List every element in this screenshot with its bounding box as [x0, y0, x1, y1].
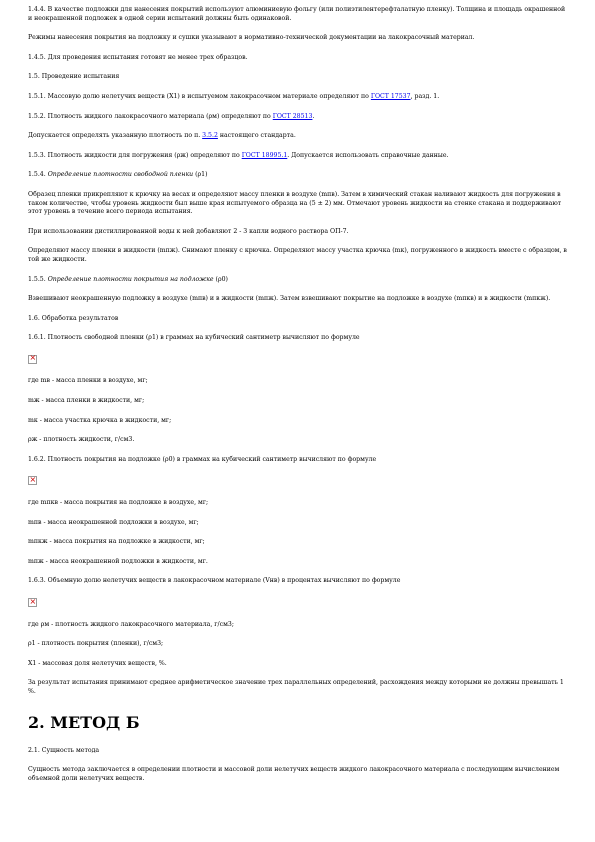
paragraph: Режимы нанесения покрытия на подложку и сушки указывают в нормативно-технической документации на лакокрасочный материал. — [28, 34, 475, 42]
method-b-heading: 2. МЕТОД Б — [28, 712, 140, 732]
clause-3-5-2-link[interactable]: 3.5.2 — [202, 132, 218, 140]
paragraph: Определяют массу пленки в жидкости (mпж). Снимают пленку с крючка. Определяют массу участка крючка (mк), погруженного в жидкость вместе с образцом, в той же жидкости. — [28, 247, 567, 263]
text: (ρ1) — [193, 171, 208, 179]
broken-image-icon — [28, 476, 37, 485]
paragraph: mж - масса пленки в жидкости, мг; — [28, 397, 145, 405]
gost-28513-link[interactable]: ГОСТ 28513 — [272, 112, 313, 120]
paragraph — [28, 171, 570, 180]
paragraph: 1.6.2. Плотность покрытия на подложке (ρ0) в граммах на кубический сантиметр вычисляют по формуле — [28, 455, 377, 463]
paragraph: При использовании дистиллированной воды к ней добавляют 2 - 3 капли водного раствора ОП-7. — [28, 227, 349, 235]
paragraph — [28, 132, 570, 141]
text: . Допускается использовать справочные данные. — [287, 151, 449, 159]
text: Допускается определять указанную плотность по п. — [28, 132, 203, 140]
paragraph: где mв - масса пленки в воздухе, мг; — [28, 377, 148, 385]
paragraph — [28, 113, 570, 122]
section-heading: 2.1. Сущность метода — [28, 746, 100, 754]
paragraph: mпкж - масса покрытия на подложке в жидкости, мг; — [28, 538, 205, 546]
text: 1.5.2. Плотность жидкого лакокрасочного материала (ρм) определяют по — [28, 112, 273, 120]
paragraph — [28, 93, 570, 102]
paragraph: mпж - масса неокрашенной подложки в жидкости, мг. — [28, 557, 208, 565]
section-heading: 1.5. Проведение испытания — [28, 73, 120, 81]
text: . — [312, 112, 315, 120]
formula-image-placeholder — [28, 597, 570, 621]
paragraph: mк - масса участка крючка в жидкости, мг; — [28, 416, 172, 424]
paragraph: 1.4.4. В качестве подложки для нанесения покрытий используют алюминиевую фольгу (или полиэтилентерефталатную пленку). Толщина и площадь окрашенной и неокрашенной подложек в одной серии испытаний должны быть одинаковой. — [28, 6, 566, 22]
italic-text: Определение плотности покрытия на подложке — [47, 275, 214, 283]
text: настоящего стандарта. — [217, 132, 296, 140]
section-heading: 1.6. Обработка результатов — [28, 314, 119, 322]
broken-image-icon — [28, 355, 37, 364]
formula-image-placeholder — [28, 475, 570, 499]
text: 1.5.5. — [28, 275, 48, 283]
formula-image-placeholder — [28, 354, 570, 378]
text: 1.5.4. — [28, 171, 48, 179]
gost-17537-link[interactable]: ГОСТ 17537 — [370, 92, 411, 100]
text: 1.5.3. Плотность жидкости для погружения (ρж) определяют по — [28, 151, 242, 159]
paragraph: За результат испытания принимают среднее арифметическое значение трех параллельных определений, расхождения между которыми не должны превышать 1 %. — [28, 679, 564, 695]
paragraph — [28, 152, 570, 161]
paragraph: Взвешивают неокрашенную подложку в воздухе (mпв) и в жидкости (mпж). Затем взвешивают покрытие на подложке в воздухе (mпкв) и в жидкости (mпкж). — [28, 295, 551, 303]
paragraph: Сущность метода заключается в определении плотности и массовой доли нелетучих веществ жидкого лакокрасочного материала с последующим вычислением объемной доли нелетучих веществ. — [28, 766, 560, 782]
paragraph: ρ1 - плотность покрытия (пленки), г/см3; — [28, 640, 164, 648]
italic-text: Определение плотности свободной пленки — [47, 171, 194, 179]
gost-18995-1-link[interactable]: ГОСТ 18995.1 — [241, 151, 288, 159]
paragraph: 1.4.5. Для проведения испытания готовят не менее трех образцов. — [28, 53, 248, 61]
paragraph: где ρм - плотность жидкого лакокрасочного материала, г/см3; — [28, 620, 234, 628]
paragraph: Х1 - массовая доля нелетучих веществ, %. — [28, 659, 167, 667]
paragraph: mпв - масса неокрашенной подложки в воздухе, мг; — [28, 518, 199, 526]
paragraph: Образец пленки прикрепляют к крючку на весах и определяют массу пленки в воздухе (mпв). Затем в химический стакан наливают жидкость для погружения в таком количестве, чтобы уровень жидкости был выше края испытуемого образца на (5 ± 2) мм. Отмечают уровень жидкости на стенке стакана и поддерживают этот уровень в течение всего периода испытания. — [28, 190, 562, 216]
document-body — [28, 6, 570, 794]
text: , разд. 1. — [410, 92, 440, 100]
paragraph: где mпкв - масса покрытия на подложке в воздухе, мг; — [28, 499, 209, 507]
text: (ρ0) — [213, 275, 228, 283]
paragraph — [28, 276, 570, 285]
paragraph: 1.6.1. Плотность свободной пленки (ρ1) в граммах на кубический сантиметр вычисляют по формуле — [28, 334, 360, 342]
broken-image-icon — [28, 598, 37, 607]
paragraph: ρж - плотность жидкости, г/см3. — [28, 436, 135, 444]
text: 1.5.1. Массовую долю нелетучих веществ (Х1) в испытуемом лакокрасочном материале определяют по — [28, 92, 371, 100]
paragraph: 1.6.3. Объемную долю нелетучих веществ в лакокрасочном материале (Vнв) в процентах вычисляют по формуле — [28, 577, 401, 585]
